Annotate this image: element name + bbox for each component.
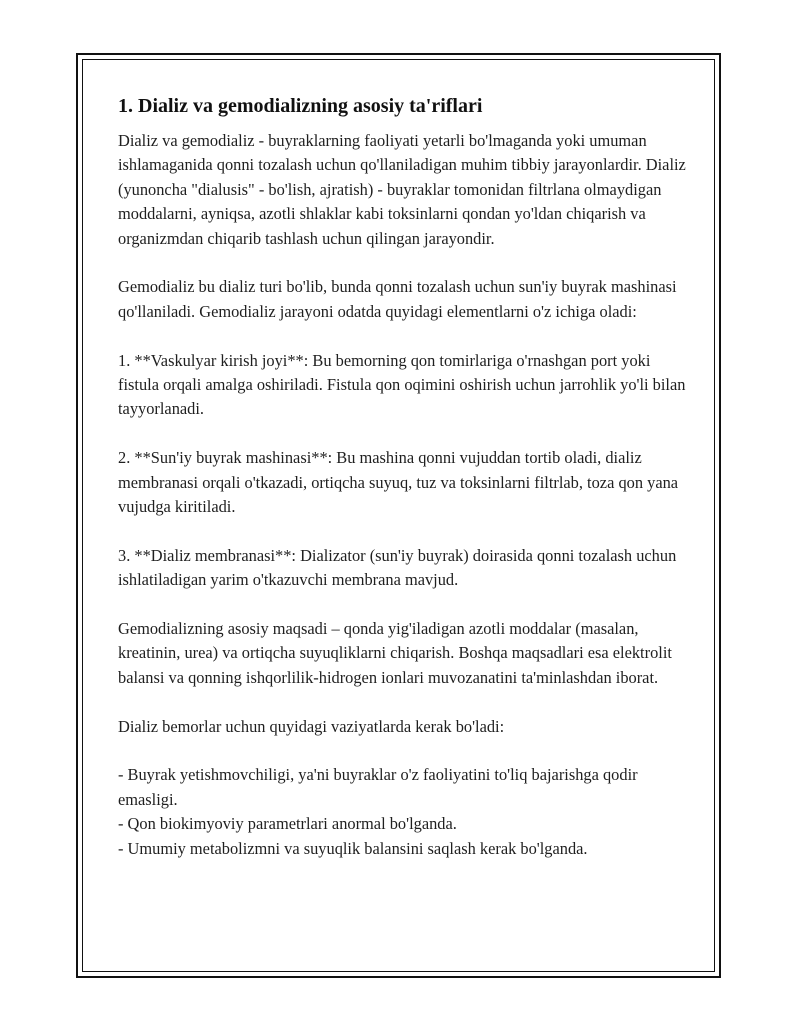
document-title: 1. Dializ va gemodializning asosiy ta'riflari — [118, 95, 483, 117]
paragraph-item-membrane: 3. **Dializ membranasi**: Dializator (sun'iy buyrak) doirasida qonni tozalash uchun ishlatiladigan yarim o'tkazuvchi membrana mavjud. — [118, 545, 677, 590]
paragraph-gap — [118, 519, 693, 543]
paragraph-hemodialysis: Gemodializ bu dializ turi bo'lib, bunda qonni tozalash uchun sun'iy buyrak mashinasi qo'llaniladi. Gemodializ jarayoni odatda quyidagi elementlarni o'z ichiga oladi: — [118, 277, 677, 321]
paragraph-gap — [118, 324, 693, 348]
list-item: - Qon biokimyoviy parametrlari anormal bo'lganda. — [118, 814, 457, 834]
paragraph-gap — [118, 593, 693, 617]
paragraph-indications-intro: Dializ bemorlar uchun quyidagi vaziyatlarda kerak bo'ladi: — [118, 716, 505, 736]
paragraph-purpose: Gemodializning asosiy maqsadi – qonda yig'iladigan azotli moddalar (masalan, kreatinin, urea) va ortiqcha suyuqliklarni chiqarish. Boshqa maqsadlari esa elektrolit balansi va qonning ishqorlilik-hidrogen ionlari muvozanatini ta'minlashdan iborat. — [118, 619, 672, 687]
paragraph-gap — [118, 739, 693, 763]
paragraph-item-vascular-access: 1. **Vaskulyar kirish joyi**: Bu bemorning qon tomirlariga o'rnashgan port yoki fistula orqali amalga oshiriladi. Fistula qon oqimini oshirish uchun jarrohlik yo'li bilan tayyorlanadi. — [118, 350, 686, 419]
paragraph-gap — [118, 422, 693, 446]
list-item: - Buyrak yetishmovchiligi, ya'ni buyraklar o'z faoliyatini to'liq bajarishga qodir emasligi. — [118, 765, 638, 809]
paragraph-gap — [118, 251, 693, 275]
paragraph-intro: Dializ va gemodializ - buyraklarning faoliyati yetarli bo'lmaganda yoki umuman ishlamaganida qonni tozalash uchun qo'llaniladigan muhim tibbiy jarayonlardir. Dializ (yunoncha "dialusis" - bo'lish, ajratish) - buyraklar tomonidan filtrlana olmaydigan moddalarni, ayniqsa, azotli shlaklar kabi toksinlarni qondan yo'ldan chiqarish va organizmdan chiqarib tashlash uchun qilingan jarayondir. — [118, 131, 686, 248]
document-body — [118, 91, 693, 861]
paragraph-item-artificial-kidney: 2. **Sun'iy buyrak mashinasi**: Bu mashina qonni vujuddan tortib oladi, dializ membranasi orqali o'tkazadi, ortiqcha suyuq, tuz va toksinlarni filtrlab, toza qon yana vujudga kiritiladi. — [118, 448, 679, 517]
paragraph-gap — [118, 690, 693, 714]
list-item: - Umumiy metabolizmni va suyuqlik balansini saqlash kerak bo'lganda. — [118, 838, 588, 858]
